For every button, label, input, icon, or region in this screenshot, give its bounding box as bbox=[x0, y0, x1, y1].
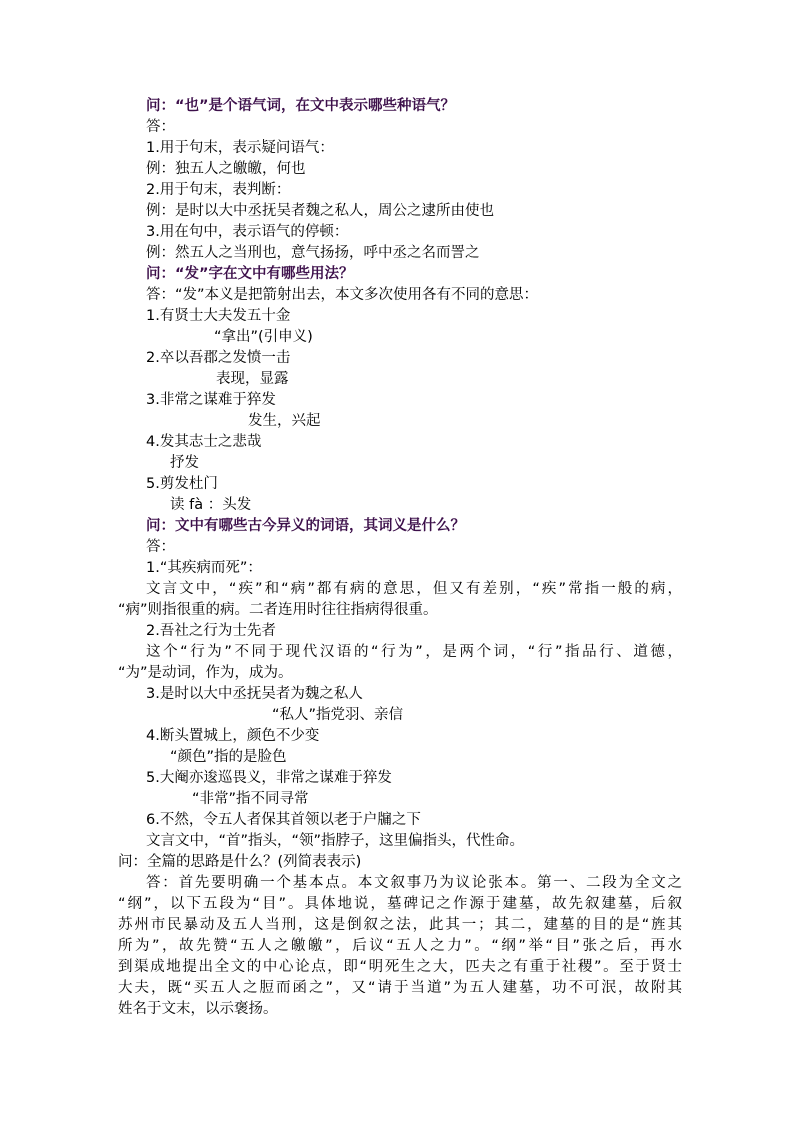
example-line: 例：是时以大中丞抚吴者魏之私人，周公之逮所由使也 bbox=[146, 203, 494, 219]
usage-example: 3.非常之谋难于猝发 bbox=[146, 392, 276, 408]
structure-paragraph-line: “纲”，以下五段为“目”。具体地说，墓碑记之作源于建墓，故先叙建墓，后叙 bbox=[118, 896, 682, 912]
usage-meaning: 表现，显露 bbox=[216, 371, 289, 387]
structure-paragraph-line: 到渠成地提出全文的中心论点，即“明死生之大，匹夫之有重于社稷”。至于贤士 bbox=[118, 959, 682, 975]
usage-example: 2.卒以吾郡之发愤一击 bbox=[146, 350, 291, 366]
term-example: 5.大阉亦逡巡畏义，非常之谋难于猝发 bbox=[146, 770, 392, 786]
answer-label: 答： bbox=[146, 119, 175, 135]
term-example: 6.不然，令五人者保其首领以老于户牖之下 bbox=[146, 812, 421, 828]
example-line: 例：然五人之当刑也，意气扬扬，呼中丞之名而詈之 bbox=[146, 245, 480, 261]
answer-point: 2.用于句末，表判断： bbox=[146, 182, 291, 198]
example-line: 例：独五人之皦皦，何也 bbox=[146, 161, 306, 177]
term-explanation: 文言文中，“疾”和“病”都有病的意思，但又有差别，“疾”常指一般的病， bbox=[146, 581, 682, 597]
structure-paragraph-line: 答：首先要明确一个基本点。本文叙事乃为议论张本。第一、二段为全文之 bbox=[146, 875, 682, 891]
term-example: 2.吾社之行为士先者 bbox=[146, 623, 276, 639]
usage-example: 1.有贤士大夫发五十金 bbox=[146, 308, 291, 324]
structure-paragraph-line: 所为”，故先赞“五人之皦皦”，后议“五人之力”。“纲”举“目”张之后，再水 bbox=[118, 938, 682, 954]
term-meaning: “私人”指党羽、亲信 bbox=[272, 707, 404, 723]
term-example: 4.断头置城上，颜色不少变 bbox=[146, 728, 320, 744]
answer-label: 答： bbox=[146, 539, 175, 555]
answer-point: 1.用于句末，表示疑问语气： bbox=[146, 140, 334, 156]
answer-paragraph: 答：“发”本义是把箭射出去，本文多次使用各有不同的意思： bbox=[146, 287, 539, 303]
question-structure-heading: 问：全篇的思路是什么？(列简表表示) bbox=[118, 854, 362, 870]
term-explanation-continued: “为”是动词，作为，成为。 bbox=[118, 665, 293, 681]
structure-paragraph-line: 大夫，既“买五人之脰而函之”，又“请于当道”为五人建墓，功不可泯，故附其 bbox=[118, 980, 682, 996]
usage-example: 4.发其志士之悲哉 bbox=[146, 434, 262, 450]
term-meaning: “颜色”指的是脸色 bbox=[170, 749, 287, 765]
structure-paragraph-line: 苏州市民暴动及五人当刑，这是倒叙之法，此其一；其二，建墓的目的是“旌其 bbox=[118, 917, 682, 933]
question-ye-heading: 问：“也”是个语气词，在文中表示哪些种语气？ bbox=[146, 98, 456, 114]
usage-example: 5.剪发杜门 bbox=[146, 476, 218, 492]
usage-meaning: 抒发 bbox=[170, 455, 199, 471]
usage-meaning: 发生，兴起 bbox=[248, 413, 321, 429]
term-example: 3.是时以大中丞抚吴者为魏之私人 bbox=[146, 686, 363, 702]
structure-paragraph-line: 姓名于文末，以示褒扬。 bbox=[118, 1001, 278, 1017]
term-explanation: 文言文中，“首”指头，“领”指脖子，这里偏指头，代性命。 bbox=[146, 833, 525, 849]
question-ancient-modern-heading: 问：文中有哪些古今异义的词语，其词义是什么？ bbox=[146, 518, 465, 534]
term-explanation: 这个“行为”不同于现代汉语的“行为”，是两个词，“行”指品行、道德， bbox=[146, 644, 682, 660]
term-meaning: “非常”指不同寻常 bbox=[192, 791, 309, 807]
usage-meaning: 读 fà ：头发 bbox=[170, 497, 252, 513]
term-explanation-continued: “病”则指很重的病。二者连用时往往指病得很重。 bbox=[118, 602, 438, 618]
question-fa-heading: 问：“发”字在文中有哪些用法？ bbox=[146, 266, 354, 282]
term-example: 1.“其疾病而死”： bbox=[146, 560, 262, 576]
usage-meaning: “拿出”(引申义) bbox=[214, 329, 313, 345]
answer-point: 3.用在句中，表示语气的停顿： bbox=[146, 224, 349, 240]
